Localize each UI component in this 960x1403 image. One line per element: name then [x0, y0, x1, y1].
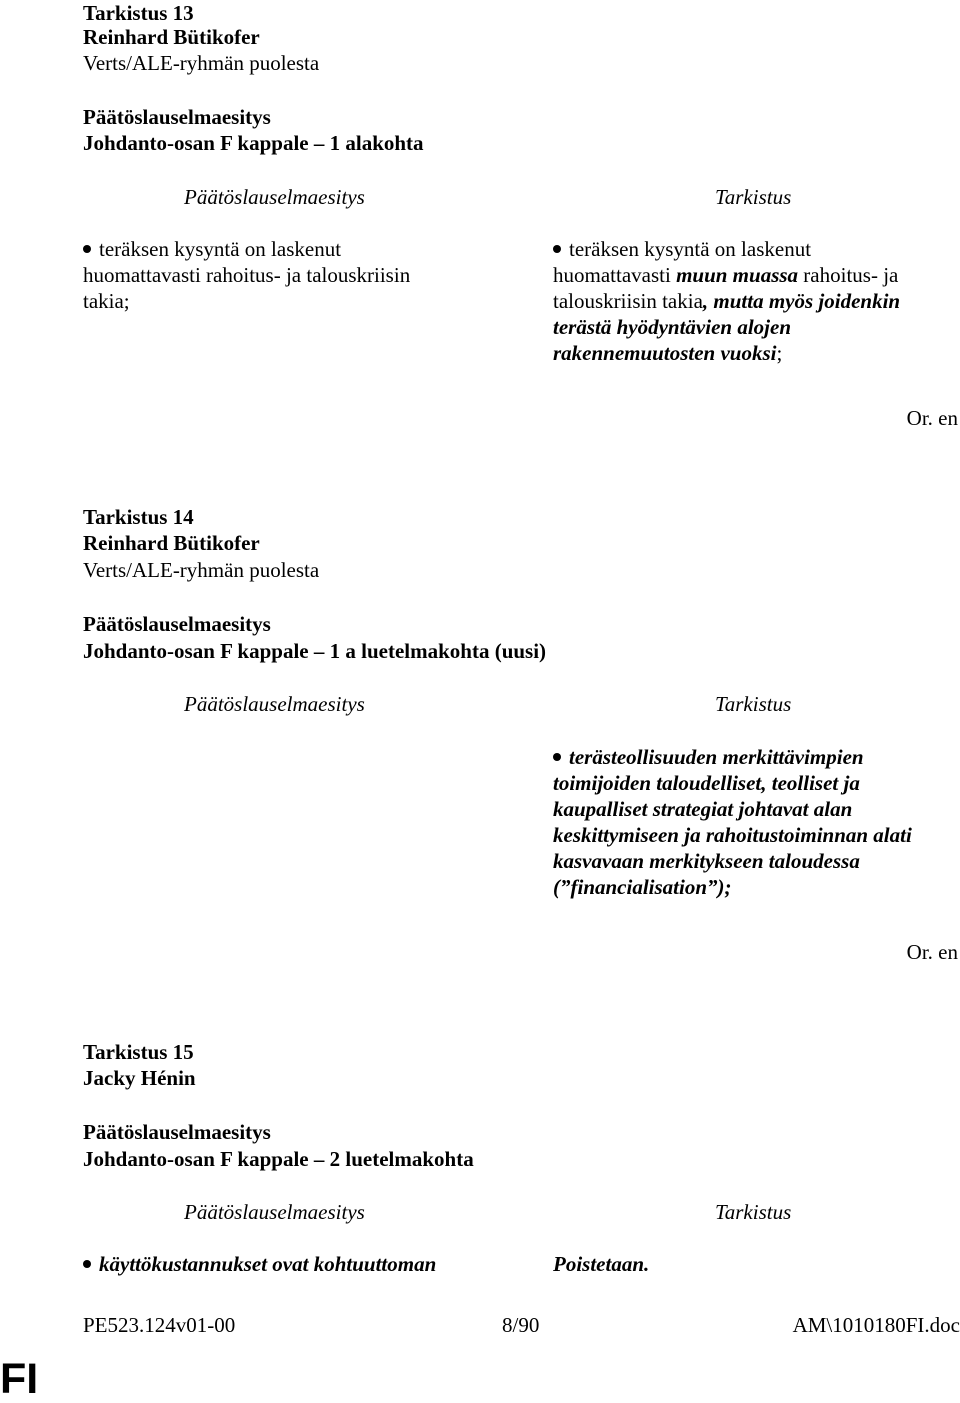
- bullet-icon: [553, 245, 561, 253]
- amendment-14-target: Johdanto-osan F kappale – 1 a luetelmakohta (uusi): [83, 639, 547, 663]
- amendment-13-left-text: teräksen kysyntä on laskenut huomattavasti rahoitus- ja talouskriisin takia;: [83, 237, 411, 313]
- amendment-14-original-language: Or. en: [906, 940, 958, 964]
- bullet-icon: [83, 1260, 91, 1268]
- amendment-14-doc-type: Päätöslauselmaesitys: [83, 612, 271, 636]
- footer-page-number: 8/90: [502, 1313, 540, 1337]
- amendment-13-left-header: Päätöslauselmaesitys: [184, 185, 365, 209]
- amendment-13-right-text: teräksen kysyntä on laskenut huomattavasti muun muassa rahoitus- ja talouskriisin takia, mutta myös joidenkin terästä hyödyntävien alojen rakennemuutosten vuoksi;: [553, 237, 901, 365]
- amendment-15-author: Jacky Hénin: [83, 1066, 196, 1090]
- amendment-15-heading: Tarkistus 15: [83, 1040, 194, 1064]
- language-mark: FI: [0, 1355, 39, 1403]
- amendment-13-group: Verts/ALE-ryhmän puolesta: [83, 51, 320, 75]
- amendment-15-left-text: käyttökustannukset ovat kohtuuttoman: [83, 1251, 503, 1277]
- amendment-15-left-header: Päätöslauselmaesitys: [184, 1200, 365, 1224]
- amendment-14-author: Reinhard Bütikofer: [83, 531, 260, 555]
- amendment-13-doc-type: Päätöslauselmaesitys: [83, 105, 271, 129]
- amendment-14-left-header: Päätöslauselmaesitys: [184, 692, 365, 716]
- amendment-13-target: Johdanto-osan F kappale – 1 alakohta: [83, 131, 424, 155]
- bullet-icon: [553, 753, 561, 761]
- amendment-14-heading: Tarkistus 14: [83, 505, 194, 529]
- amendment-13-heading: Tarkistus 13: [83, 1, 194, 25]
- amendment-14-right-text: terästeollisuuden merkittävimpien toimijoiden taloudelliset, teolliset ja kaupalliset strategiat johtavat alan keskittymiseen ja rahoitustoiminnan alati kasvavaan merkitykseen taloudessa (”financialisation”);: [553, 745, 912, 899]
- amendment-13-right-header: Tarkistus: [715, 185, 792, 209]
- amendment-13-original-language: Or. en: [906, 406, 958, 430]
- amendment-15-doc-type: Päätöslauselmaesitys: [83, 1120, 271, 1144]
- amendment-15-right-header: Tarkistus: [715, 1200, 792, 1224]
- footer-document-id: AM\1010180FI.doc: [792, 1313, 960, 1337]
- amendment-14-group: Verts/ALE-ryhmän puolesta: [83, 558, 320, 582]
- amendment-15-right-text: Poistetaan.: [553, 1252, 650, 1276]
- footer-reference: PE523.124v01-00: [83, 1313, 236, 1337]
- amendment-14-right-header: Tarkistus: [715, 692, 792, 716]
- amendment-15-target: Johdanto-osan F kappale – 2 luetelmakohta: [83, 1147, 474, 1171]
- amendment-13-author: Reinhard Bütikofer: [83, 25, 260, 49]
- bullet-icon: [83, 245, 91, 253]
